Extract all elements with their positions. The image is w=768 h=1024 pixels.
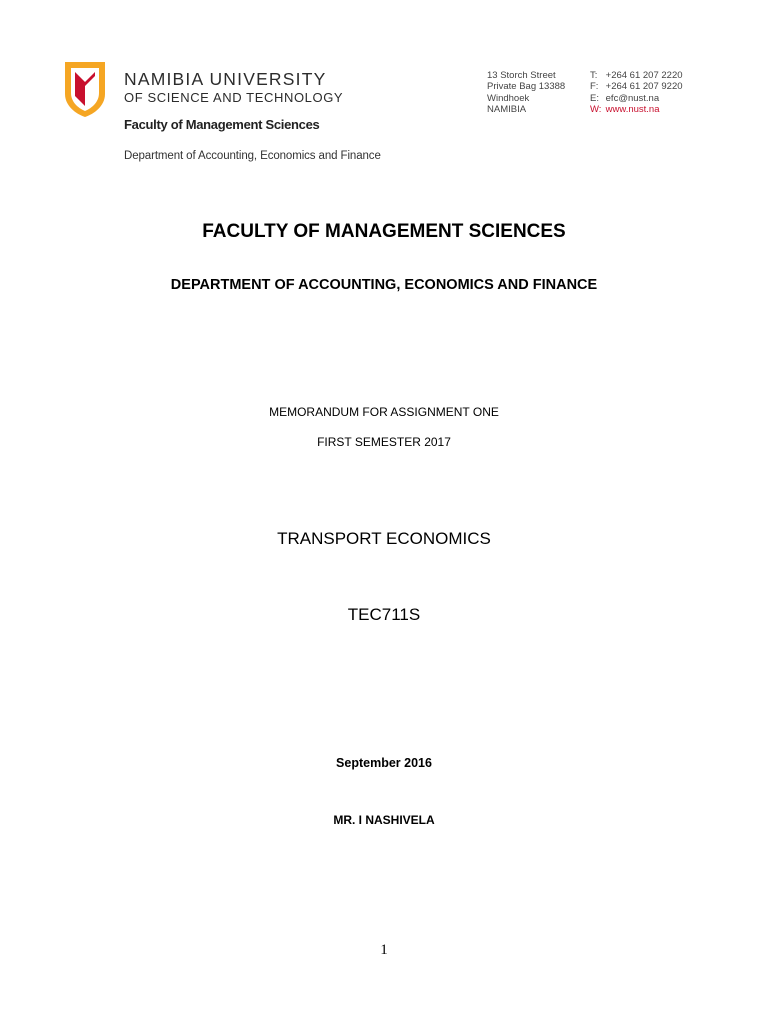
contact-value[interactable]: www.nust.na	[605, 104, 660, 116]
contact-website	[590, 104, 683, 115]
course-name: TRANSPORT ECONOMICS	[277, 529, 491, 548]
contact-block	[590, 70, 683, 116]
address-line: 13 Storch Street	[487, 70, 556, 81]
contact-label: F:	[590, 81, 599, 93]
semester: FIRST SEMESTER 2017	[317, 435, 451, 449]
document-date: September 2016	[336, 756, 432, 770]
university-name-line1: NAMIBIA UNIVERSITY	[124, 69, 327, 89]
memo-title: MEMORANDUM FOR ASSIGNMENT ONE	[269, 405, 499, 419]
address-block	[487, 70, 565, 116]
nust-logo	[61, 60, 109, 118]
university-name-line2: OF SCIENCE AND TECHNOLOGY	[124, 90, 344, 105]
contact-value[interactable]: efc@nust.na	[605, 92, 660, 104]
contact-label: E:	[590, 92, 599, 104]
lecturer-name: MR. I NASHIVELA	[333, 813, 435, 827]
contact-phone	[590, 70, 683, 81]
letterhead-faculty: Faculty of Management Sciences	[124, 117, 320, 132]
contact-value: +264 61 207 2220	[605, 70, 683, 81]
contact-value: +264 61 207 9220	[605, 81, 683, 93]
page-number: 1	[380, 942, 388, 958]
address-line: NAMIBIA	[487, 104, 527, 116]
contact-fax	[590, 81, 683, 92]
contact-label: W:	[590, 104, 602, 116]
contact-email	[590, 93, 683, 104]
address-line: Windhoek	[487, 92, 530, 104]
department-title: DEPARTMENT OF ACCOUNTING, ECONOMICS AND FINANCE	[170, 277, 598, 293]
contact-label: T:	[590, 70, 598, 81]
address-line: Private Bag 13388	[487, 81, 566, 93]
letterhead-department: Department of Accounting, Economics and Finance	[124, 150, 381, 162]
course-code: TEC711S	[347, 605, 421, 624]
faculty-title: FACULTY OF MANAGEMENT SCIENCES	[202, 221, 566, 242]
